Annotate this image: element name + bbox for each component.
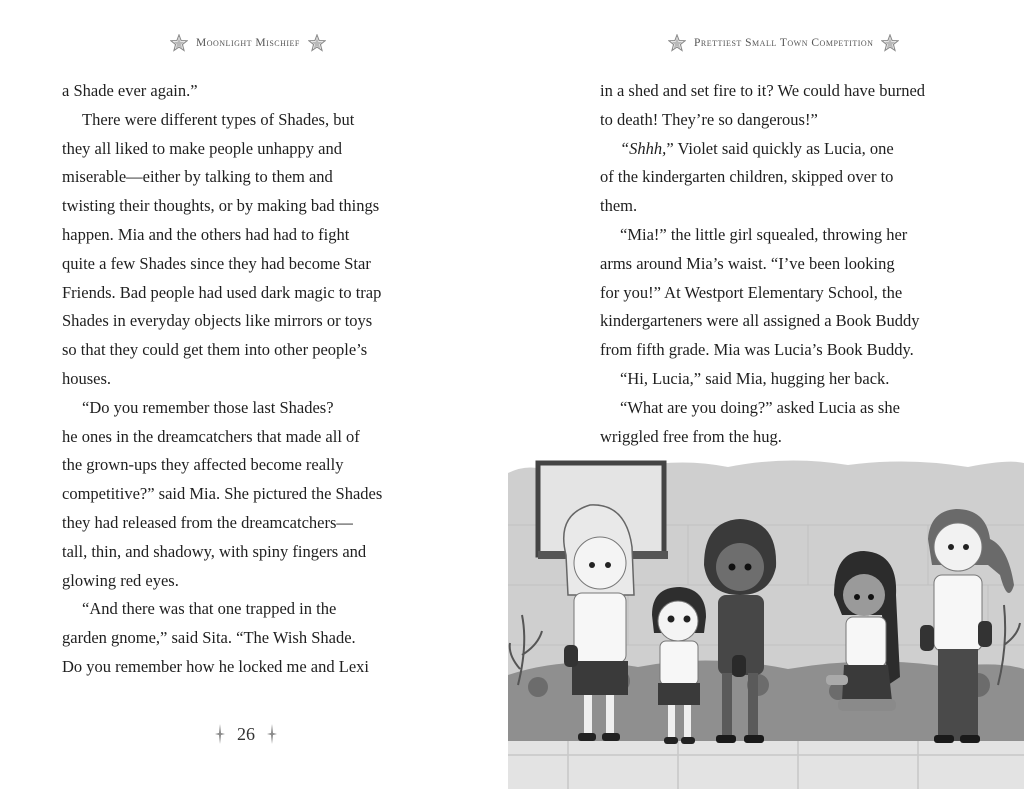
left-page-body bbox=[62, 77, 462, 682]
text-line: “Mia!” the little girl squealed, throwing her bbox=[620, 224, 908, 244]
text-line: to death! They’re so dangerous!” bbox=[600, 109, 818, 129]
text-line: them. bbox=[600, 196, 638, 216]
text-line: “Hi, Lucia,” said Mia, hugging her back. bbox=[620, 368, 890, 388]
text-line: they all liked to make people unhappy and bbox=[62, 138, 342, 158]
text-line: “And there was that one trapped in the bbox=[82, 599, 337, 619]
text-line: competitive?” said Mia. She pictured the Shades bbox=[62, 484, 383, 504]
left-running-header bbox=[170, 33, 326, 53]
text-line: he ones in the dreamcatchers that made all of bbox=[62, 426, 360, 446]
star-ornament-icon bbox=[881, 34, 899, 52]
story-illustration bbox=[508, 455, 1024, 789]
text-line: Shades in everyday objects like mirrors or toys bbox=[62, 311, 373, 331]
left-header-title: Moonlight Mischief bbox=[196, 37, 300, 49]
page-number-value: 26 bbox=[237, 723, 255, 744]
sparkle-ornament-icon bbox=[213, 722, 227, 746]
text-line: for you!” At Westport Elementary School, the bbox=[600, 282, 903, 302]
text-line: Do you remember how he locked me and Lexi bbox=[62, 656, 369, 676]
illustration-canvas bbox=[508, 455, 1024, 789]
text-line: happen. Mia and the others had had to fight bbox=[62, 224, 350, 244]
text-line: in a shed and set fire to it? We could have burned bbox=[600, 81, 926, 100]
text-span: ” Violet said quickly as Lucia, one bbox=[666, 138, 894, 158]
star-ornament-icon bbox=[668, 34, 686, 52]
text-line: houses. bbox=[62, 368, 112, 388]
text-line: kindergarteners were all assigned a Book Buddy bbox=[600, 311, 920, 331]
star-ornament-icon bbox=[308, 34, 326, 52]
text-line: “Do you remember those last Shades? bbox=[82, 397, 334, 417]
text-line bbox=[600, 135, 1000, 164]
text-line: garden gnome,” said Sita. “The Wish Shade. bbox=[62, 628, 356, 648]
page-number bbox=[213, 721, 279, 747]
text-line: a Shade ever again.” bbox=[62, 81, 198, 100]
text-line: the grown-ups they affected become really bbox=[62, 455, 344, 475]
text-line: “What are you doing?” asked Lucia as she bbox=[620, 397, 900, 417]
text-line: tall, thin, and shadowy, with spiny fingers and bbox=[62, 541, 367, 561]
text-line: from fifth grade. Mia was Lucia’s Book Buddy. bbox=[600, 340, 914, 360]
right-running-header bbox=[668, 33, 899, 53]
sparkle-ornament-icon bbox=[265, 722, 279, 746]
text-line: so that they could get them into other people’s bbox=[62, 340, 368, 360]
text-line: of the kindergarten children, skipped over to bbox=[600, 167, 894, 187]
text-line: arms around Mia’s waist. “I’ve been looking bbox=[600, 253, 895, 273]
star-ornament-icon bbox=[170, 34, 188, 52]
text-line: wriggled free from the hug. bbox=[600, 426, 782, 446]
emphasis-text: “Shhh, bbox=[620, 138, 667, 158]
text-line: glowing red eyes. bbox=[62, 570, 179, 590]
text-line: they had released from the dreamcatchers— bbox=[62, 512, 353, 532]
text-line: quite a few Shades since they had become Star bbox=[62, 253, 371, 273]
text-line: Friends. Bad people had used dark magic to trap bbox=[62, 282, 382, 302]
text-line: twisting their thoughts, or by making bad things bbox=[62, 196, 380, 216]
right-page-body bbox=[600, 77, 1000, 451]
text-line: miserable—either by talking to them and bbox=[62, 167, 333, 187]
text-line: There were different types of Shades, but bbox=[82, 109, 355, 129]
right-header-title: Prettiest Small Town Competition bbox=[694, 37, 874, 49]
